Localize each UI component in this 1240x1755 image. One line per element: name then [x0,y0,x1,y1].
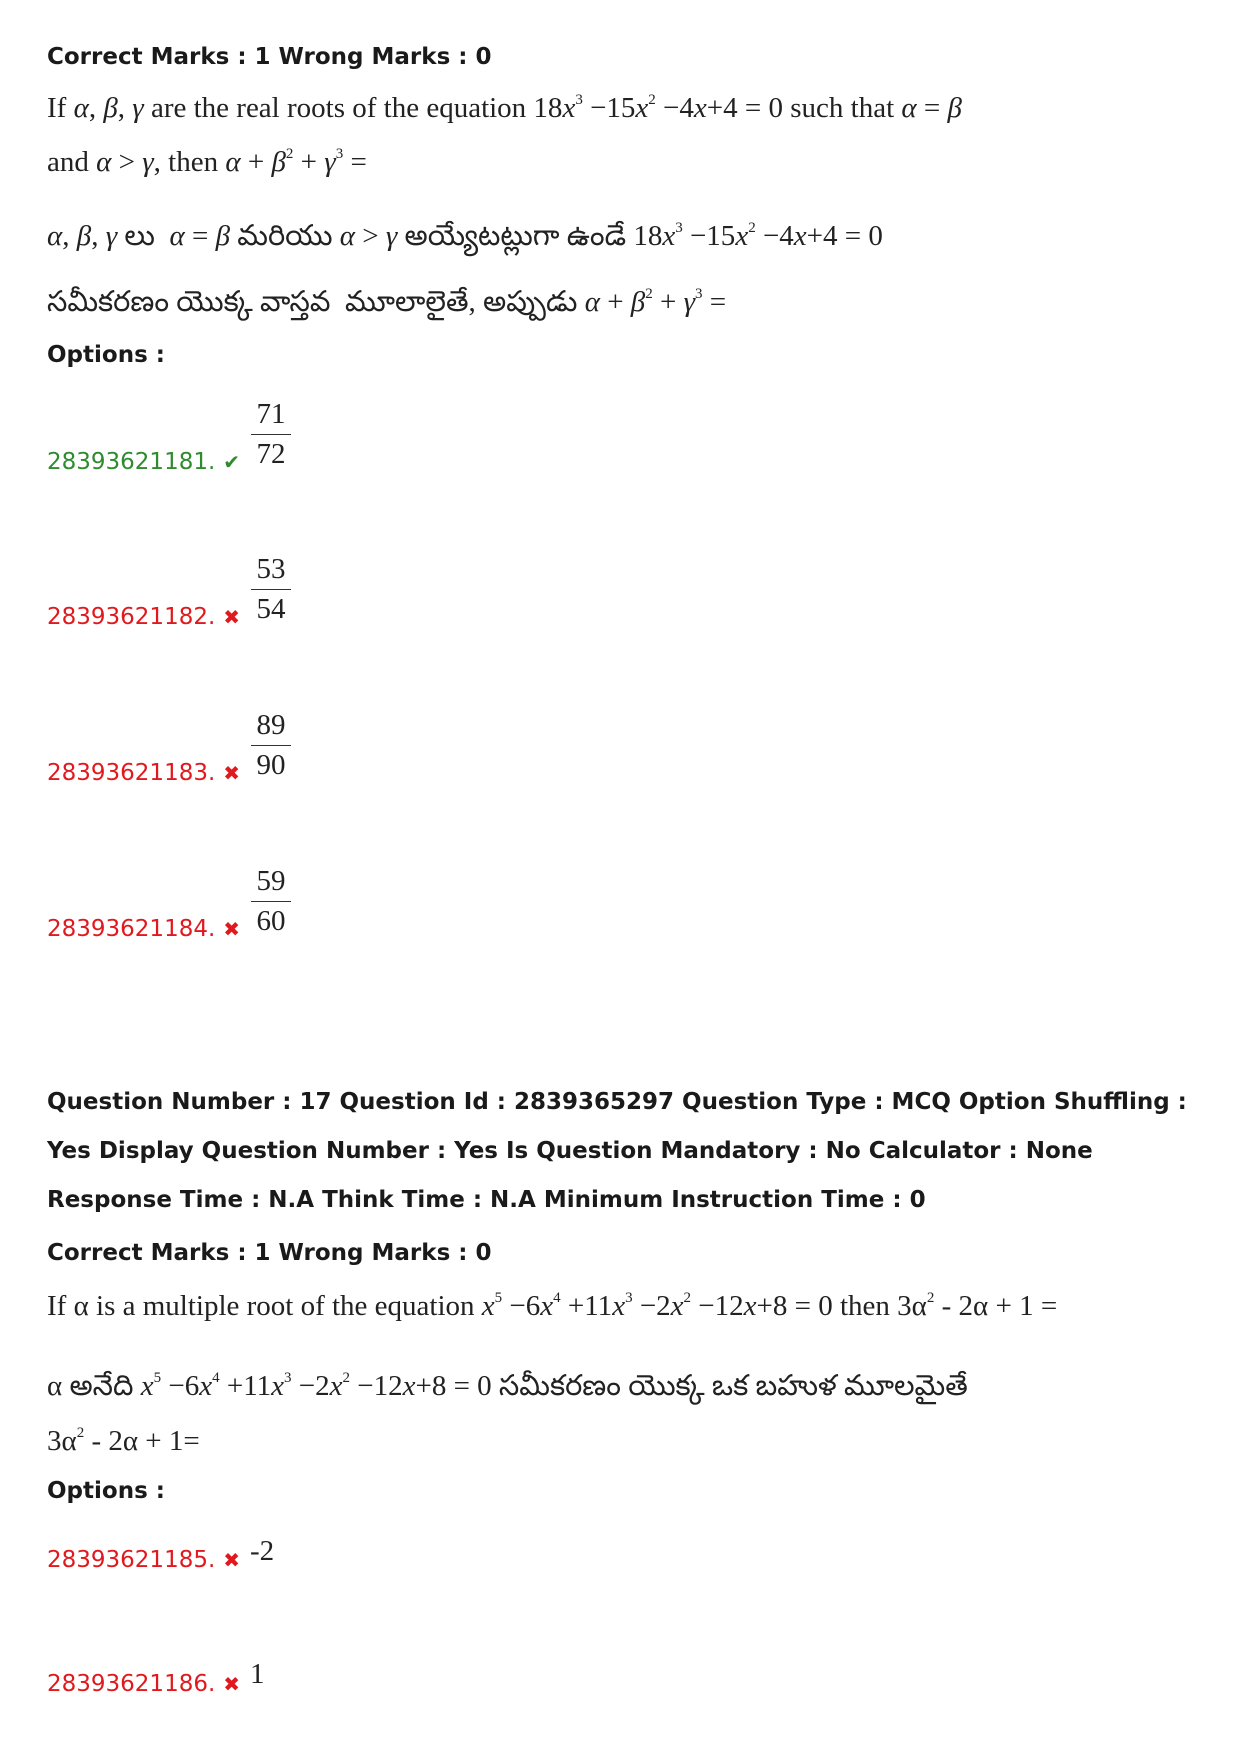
fraction-numerator: 59 [251,865,291,902]
option-id-text: 28393621185. [47,1547,216,1573]
q16-options-label: Options : [47,342,165,368]
q16-option-4-id [47,916,240,942]
q16-option-4-fraction [251,865,291,938]
fraction-denominator: 54 [256,593,286,625]
option-id-text: 28393621184. [47,916,216,942]
q17-option-1-value: -2 [250,1535,275,1567]
q16-question-english-line2: and α > γ, then $\alpha + \beta^2 + \gamma^3$ = [47,146,367,178]
q17-option-2-id [47,1671,240,1697]
fraction-denominator: 60 [256,905,286,937]
option-id-text: 28393621186. [47,1671,216,1697]
fraction-numerator: 53 [251,553,291,590]
q17-question-english: If α is a multiple root of the equation $x^5 -6x^4 +11x^3 -2x^2 -12x+8 = 0$ then $3\alpha^2 - 2\alpha + 1$ = [47,1290,1058,1322]
cross-icon: ✖ [223,761,241,785]
q16-question-telugu-line1: α, β, γ లు α = β మరియు α > γ అయ్యేటట్లుగా ఉండే $18x^3 -15x^2 -4x+4 = 0$ [47,220,883,252]
q16-question-telugu-line2: సమీకరణం యొక్క వాస్తవ మూలాలైతే, అప్పుడు $\alpha + \beta^2 + \gamma^3$ = [47,286,727,318]
q17-option-2-value: 1 [250,1658,265,1690]
q16-question-english-line1: If α, β, γ are the real roots of the equation $18x^3 -15x^2 -4x+4 = 0$ such that α = β [47,92,962,124]
q16-option-2-id [47,604,240,630]
q17-marks-line: Correct Marks : 1 Wrong Marks : 0 [47,1240,492,1266]
cross-icon: ✖ [223,1672,241,1696]
option-id-text: 28393621181. [47,449,216,475]
option-id-text: 28393621182. [47,604,216,630]
cross-icon: ✖ [223,917,241,941]
q16-marks-line: Correct Marks : 1 Wrong Marks : 0 [47,44,492,70]
fraction-denominator: 90 [256,749,286,781]
cross-icon: ✖ [223,605,241,629]
q17-options-label: Options : [47,1478,165,1504]
q16-option-1-fraction [251,398,291,471]
fraction-numerator: 89 [251,709,291,746]
q16-option-3-id [47,760,240,786]
q16-option-2-fraction [251,553,291,626]
fraction-denominator: 72 [256,438,286,470]
q17-meta-info: Question Number : 17 Question Id : 2839365297 Question Type : MCQ Option Shuffling : Yes Display Question Number : Yes Is Question Mandatory : No Calculator : None Response Time : N.A Think Time : N.A Minimum Instruction Time : 0 [47,1089,1187,1213]
q17-question-telugu-line2: $3\alpha^2 - 2\alpha + 1=$ [47,1425,200,1457]
q16-option-1-id [47,449,240,475]
q17-question-telugu-line1: α అనేది $x^5 -6x^4 +11x^3 -2x^2 -12x+8 = 0$ సమీకరణం యొక్క ఒక బహుళ మూలమైతే [47,1370,968,1402]
check-icon: ✔ [223,450,241,474]
option-id-text: 28393621183. [47,760,216,786]
fraction-numerator: 71 [251,398,291,435]
q16-option-3-fraction [251,709,291,782]
q17-option-1-id [47,1547,240,1573]
cross-icon: ✖ [223,1548,241,1572]
